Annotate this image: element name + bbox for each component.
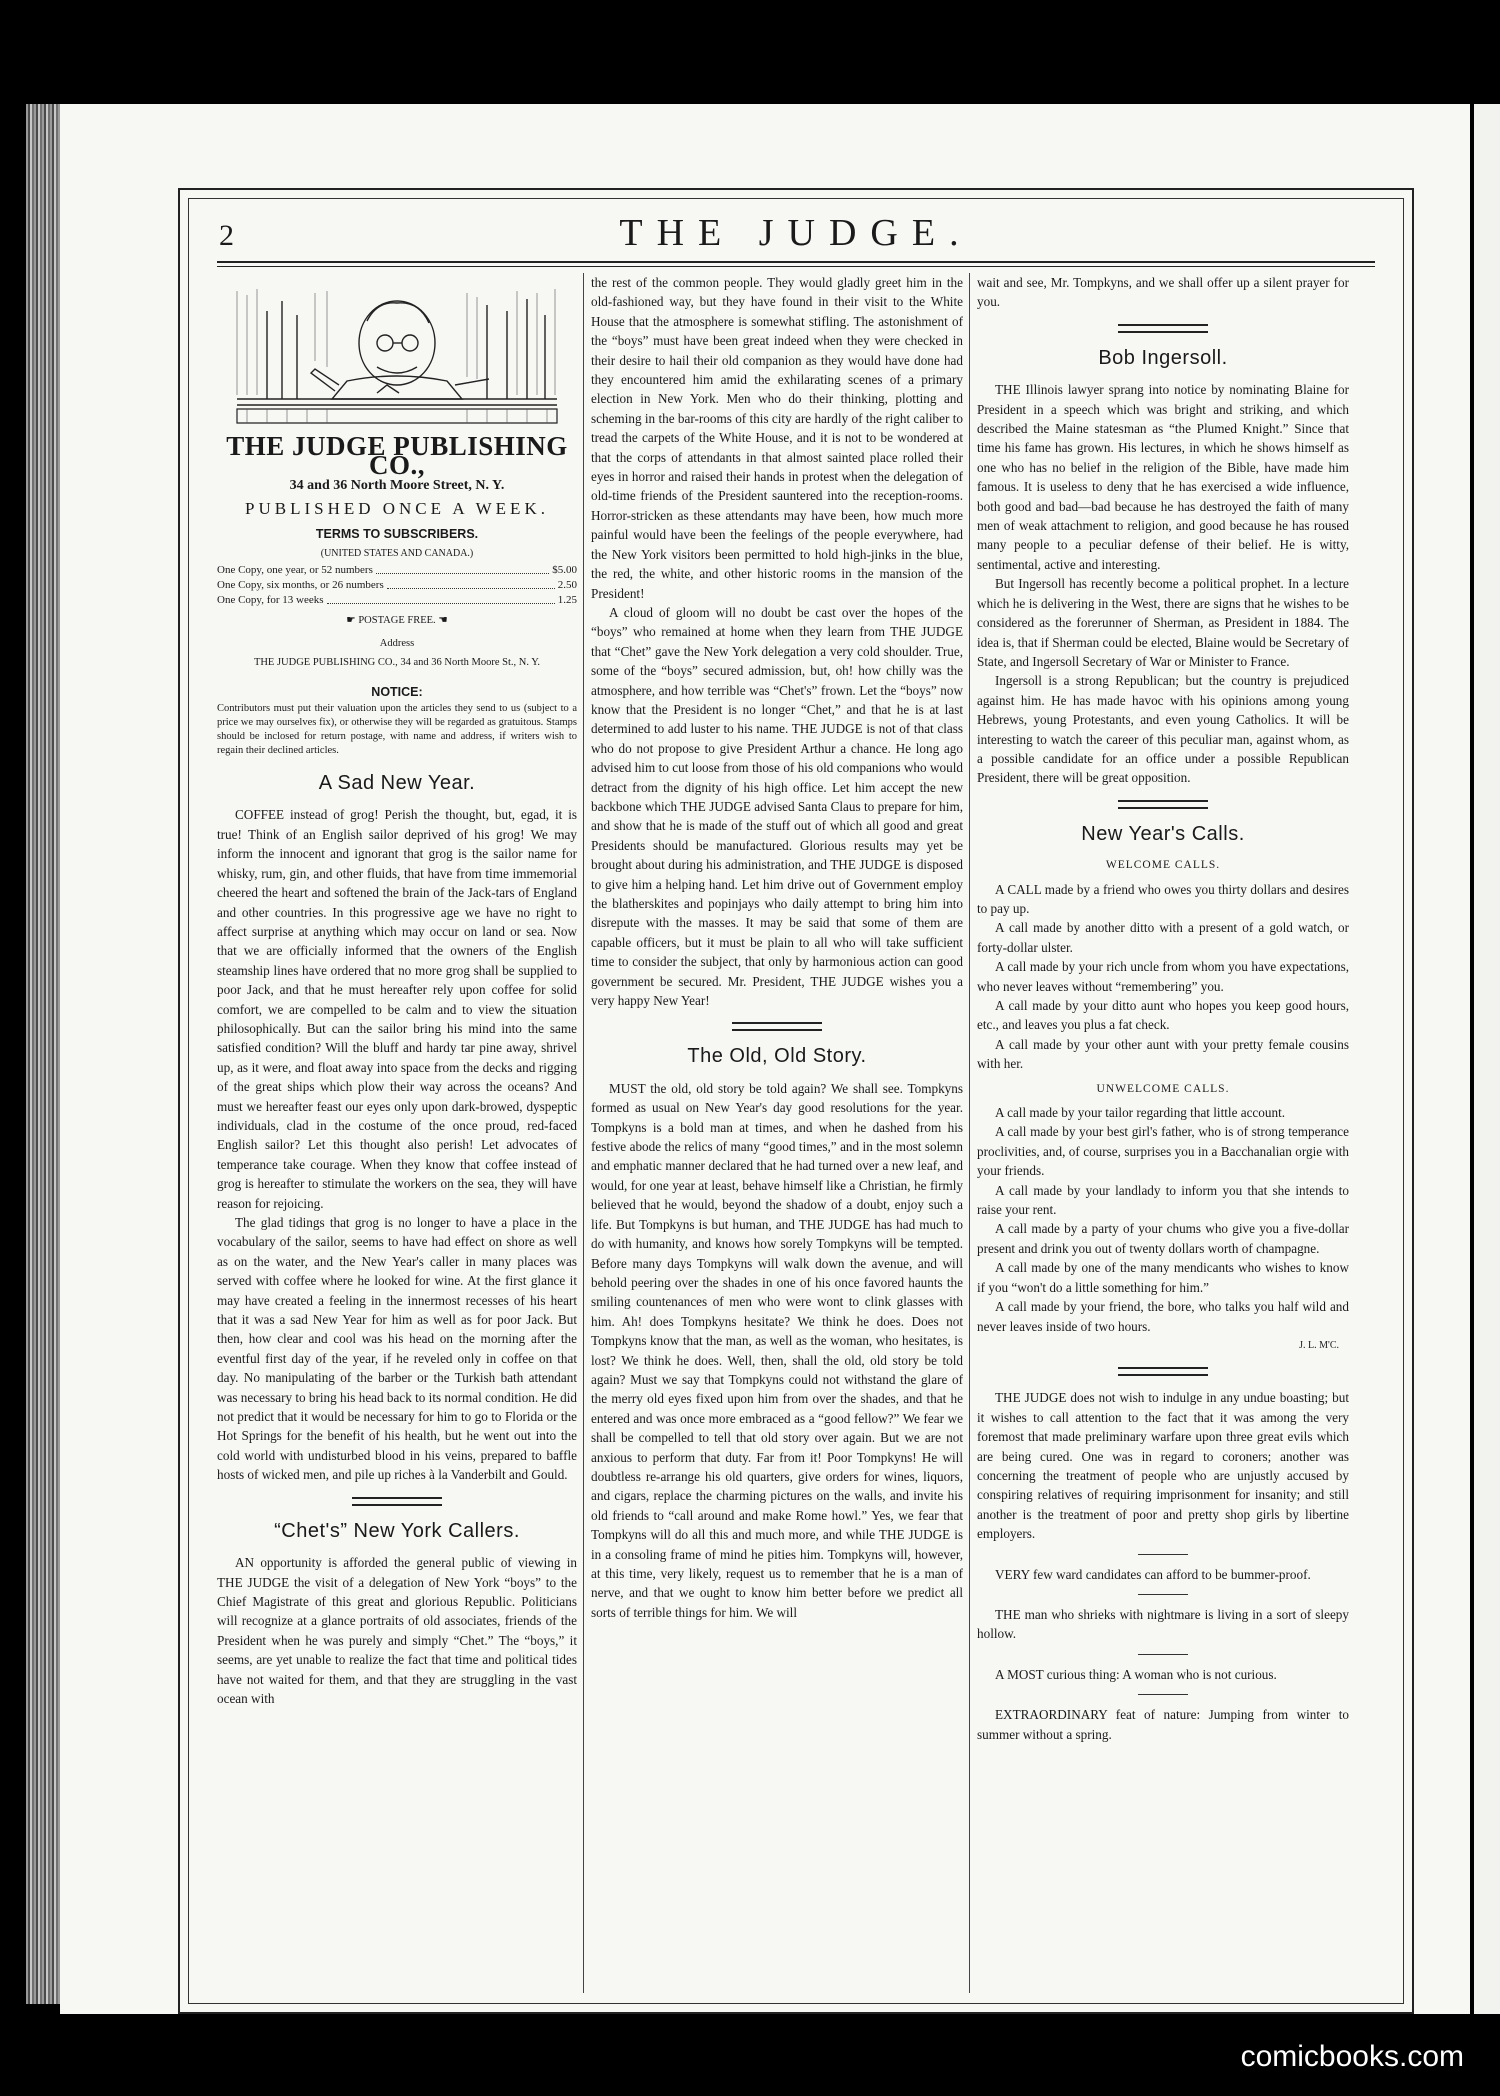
judge-illustration [227, 281, 567, 431]
postage-note: ☛ POSTAGE FREE. ☚ [346, 615, 448, 627]
publication-frequency: PUBLISHED ONCE A WEEK. [245, 499, 549, 519]
rate-row [217, 563, 577, 578]
author-signature: J. L. M'C. [1299, 1339, 1339, 1351]
list-item: A call made by another ditto with a present of a gold watch, or forty-dollar ulster. [977, 920, 1349, 955]
short-separator [1138, 1594, 1188, 1595]
short-item: VERY few ward candidates can afford to be bummer-proof. [995, 1566, 1311, 1582]
column-middle [591, 273, 963, 1993]
address-line: THE JUDGE PUBLISHING CO., 34 and 36 North Moore St., N. Y. [253, 657, 541, 669]
masthead-rule [217, 261, 1375, 267]
terms-heading: TERMS TO SUBSCRIBERS. [315, 526, 479, 541]
page-frame-inner [188, 198, 1404, 2004]
newspaper-page [60, 104, 1470, 2014]
short-item: A MOST curious thing: A woman who is not curious. [995, 1666, 1277, 1682]
article-paragraph: Ingersoll is a strong Republican; but the country is prejudiced against him. He has made havoc with his opinions among young Hebrews, young Protestants, and even young Catholics. It will be interesting to watch the career of this peculiar man, against whom, as a possible candidate for an office under a possible Republican President, there will be great opposition. [977, 673, 1349, 786]
section-separator [352, 1497, 442, 1506]
rate-row [217, 578, 577, 593]
address-label: Address [379, 637, 415, 649]
article-title-chets-callers: “Chet's” New York Callers. [274, 1519, 520, 1542]
unwelcome-calls-heading: UNWELCOME CALLS. [1096, 1082, 1230, 1095]
list-item: A call made by your other aunt with your pretty female cousins with her. [977, 1036, 1349, 1072]
article-title-calls: New Year's Calls. [1081, 822, 1245, 845]
publisher-name: THE JUDGE PUBLISHING CO., [226, 431, 568, 481]
article-title-sad-new-year: A Sad New Year. [318, 772, 476, 795]
rate-label: One Copy, for 13 weeks [217, 594, 324, 607]
short-item: THE man who shrieks with nightmare is living in a sort of sleepy hollow. [977, 1606, 1349, 1642]
article-title-old-story: The Old, Old Story. [687, 1045, 867, 1068]
masthead-title: THE JUDGE. [619, 212, 973, 254]
article-paragraph: MUST the old, old story be told again? We shall see. Tompkyns formed as usual on New Year's day good resolutions for the year. Tompkyns is a bold man at times, and when he dashed from his festive abode the relics of many “good times,” and in the most solemn and emphatic manner declared that he had turned over a new leaf, and would, for one year at least, behave himself like a Christian, he firmly believed that he would, beyond the shadow of a doubt, enjoy such a life. But Tompkyns is but human, and THE JUDGE has had much to do with humanity, and knows how sorely Tompkyns will be tempted. Before many days Tompkyns will walk down the avenue, and will behold peering over the shades in one of his once favored haunts the smiling countenances of men who were wont to clink glasses with him. Ah! does Tompkyns hesitate? We think he does. Does not Tompkyns know that the man, as well as the woman, who hesitates, is lost? We think he does. Well, then, shall the old, old story be told again? Must we say that Tompkyns could not withstand the glare of the merry old eyes fixed upon him from over the shades, and that he entered and was once more embraced as a “good fellow?” We fear we shall be compelled to tell that old story over again. But we are not anxious to perform that duty. Far from it! Poor Tompkyns! He will doubtless re-arrange his old quarters, give orders for wines, liquors, and cigars, replace the charming pictures on the walls, and invite his old friends to “call around and make Rome howl.” Yes, we fear that Tompkyns will do all this and much more, and while THE JUDGE is in a consoling frame of mind he pities him. Tompkyns will, however, at this time, very likely, request us to remember that he is a man of nerve, and that we ought to know him better before we predict all sorts of terrible things for him. We will [591, 1080, 963, 1620]
rate-row [217, 593, 577, 608]
short-item: EXTRAORDINARY feat of nature: Jumping from winter to summer without a spring. [977, 1707, 1349, 1742]
short-separator [1138, 1554, 1188, 1555]
list-item: A call made by your tailor regarding that little account. [995, 1105, 1286, 1121]
short-separator [1138, 1694, 1188, 1695]
article-paragraph: wait and see, Mr. Tompkyns, and we shall offer up a silent prayer for you. [977, 275, 1349, 310]
column-left [217, 273, 577, 1993]
notice-text: Contributors must put their valuation upon the articles they send to us (subject to a price we may ourselves fix), or otherwise they will be regarded as gratuitous. Stamps should be inclosed for return postage, with name and address, if writers wish to regain their declined articles. [217, 703, 577, 757]
section-separator [1118, 1367, 1208, 1376]
article-paragraph: The glad tidings that grog is no longer to have a place in the vocabulary of the sailor, seems to have had effect on shore as well as on the water, and the New Year's caller in many places was served with coffee where he looked for wine. At the first glance it may have created a feeling in the innermost recesses of his heart that it was a sad New Year for him as well as for poor Jack. But then, how clear and cool was his head on the morning after the eventful first day of the year, if he reveled only in coffee on that day. No manipulating of the barber or the Turkish bath attendant was necessary to bring his head back to its normal condition. He did not predict that it would be necessary for him to go to Florida or the Hot Springs for the benefit of his health, but he went out into the cold world with undisturbed blood in his veins, prepared to baffle hosts of wicked men, and pile up riches à la Vanderbilt and Gould. [217, 1215, 577, 1483]
rate-label: One Copy, six months, or 26 numbers [217, 579, 384, 592]
rate-amount: 2.50 [557, 579, 577, 592]
rate-amount: 1.25 [557, 594, 577, 607]
article-paragraph: THE JUDGE does not wish to indulge in any undue boasting; but it wishes to call attention to the fact that it was among the very foremost that made preliminary warfare upon three great evils which are being cured. One was in regard to coroners; another was concerning the treatment of people who are unjustly accused by conspiring relatives of requiring imprisonment for insanity; and still another is the treatment of poor and pretty shop girls by libertine employers. [977, 1390, 1349, 1542]
notice-heading: NOTICE: [371, 684, 423, 699]
list-item: A call made by a party of your chums who give you a five-dollar present and drink you out of twenty dollars worth of champagne. [977, 1221, 1349, 1256]
rate-label: One Copy, one year, or 52 numbers [217, 564, 373, 577]
article-paragraph: But Ingersoll has recently become a political prophet. In a lecture which he is delivering in the West, there are signs that he wishes to be considered as the forerunner of Sherman, as President in 1884. The idea is, that if Sherman could be elected, Blaine would be Secretary of State, and Ingersoll Secretary of War or Minister to France. [977, 576, 1349, 669]
article-paragraph: THE Illinois lawyer sprang into notice by nominating Blaine for President in a speech which was bright and striking, and which described the Maine statesman as “the Plumed Knight.” Since that time his fame has grown. His lectures, in which he shows himself as one who has no belief in the religion of the Bible, have made him famous. It is useless to deny that he has exercised a wide influence, both good and bad—bad because he has destroyed the faith of many men of weak attachment to religion, and good because he has roused many people to a peculiar defense of their belief. He is witty, sentimental, active and interesting. [977, 382, 1349, 572]
rate-amount: $5.00 [552, 564, 577, 577]
list-item: A call made by your ditto aunt who hopes you keep good hours, etc., and leaves you plus a fat check. [977, 998, 1349, 1033]
list-item: A call made by your friend, the bore, who talks you half wild and never leaves inside of two hours. [977, 1299, 1349, 1334]
list-item: A CALL made by a friend who owes you thirty dollars and desires to pay up. [977, 881, 1349, 916]
list-item: A call made by one of the many mendicants who wishes to know if you “won't do a little something for him.” [977, 1260, 1349, 1295]
facing-page-edge [1474, 104, 1500, 2014]
list-item: A call made by your rich uncle from whom you have expectations, who never leaves without “remembering” you. [977, 959, 1349, 994]
short-separator [1138, 1654, 1188, 1655]
article-paragraph: A cloud of gloom will no doubt be cast over the hopes of the “boys” who remained at home when they learn from THE JUDGE that “Chet” gave the New York delegation a very cold shoulder. True, some of the “boys” secured admission, but, oh! how chilly was the atmosphere, and how terrible was “Chet's” frown. Let the “boys” now know that the President is no longer “Chet,” and that he is at last determined to add luster to his name. THE JUDGE is not of that class who do not propose to give President Arthur a chance. He long ago advised him to cut loose from those of his old companions who would detract from the dignity of his high office. Let him accept the new backbone which THE JUDGE advised Santa Claus to prepare for him, and show that he is made of the stuff out of which all good and great Presidents should be manufactured. Glorious results may yet be brought about during his administration, and THE JUDGE is disposed to give him a helping hand. Let him drive out of Government employ the blatherskites and popinjays who daily attempt to bring him into disrepute with the masses. It may be said that some of them are capable officers, but it must be plain to all who will take sufficient time to consider the subject, that only by harmonious action can good government be secured. Mr. President, THE JUDGE wishes you a very happy New Year! [591, 604, 963, 1009]
book-spine [26, 104, 60, 2004]
section-separator [1118, 800, 1208, 809]
column-rule [583, 273, 584, 1993]
article-title-ingersoll: Bob Ingersoll. [1098, 346, 1228, 369]
article-paragraph: COFFEE instead of grog! Perish the thought, but, egad, it is true! Think of an English sailor deprived of his grog! We may inform the innocent and ignorant that grog is the sailor name for whisky, rum, gin, and other fluids, that have from time immemorial cheered the heart and softened the brain of the Jack-tars of England and other countries. In this progressive age we have no right to affect surprise at anything which may occur on land or sea. Now that we are officially informed that the owners of the English steamship lines have ordered that no more grog shall be supplied to poor Jack, and that he must hereafter rely upon coffee for solid comfort, we are compelled to be calm and to view the situation philosophically. But can the sailor bring his mind into the same satisfied condition? Will the bluff and hardy tar pine away, shrivel up, as it were, and float away into space from the decks and rigging of the great ships which plow their way across the oceans? And must we hereafter feast our eyes only upon dark-browed, dyspeptic individuals, clad in the costume of the once proud, red-faced English sailor? Let this thought also perish! Let advocates of temperance take courage. When they know that coffee instead of grog is hereafter to stimulate the workers on the sea, they will have reason for rejoicing. [217, 807, 577, 1211]
list-item: A call made by your best girl's father, who is of strong temperance proclivities, and, of course, surprises you in a Bacchanalian orgie with your friends. [977, 1124, 1349, 1179]
section-separator [1118, 324, 1208, 333]
site-watermark: comicbooks.com [1240, 2040, 1464, 2073]
page-number: 2 [219, 219, 234, 252]
publisher-address: 34 and 36 North Moore Street, N. Y. [289, 477, 505, 493]
terms-subheading: (UNITED STATES AND CANADA.) [320, 548, 474, 560]
article-paragraph: the rest of the common people. They would gladly greet him in the old-fashioned way, but they have found in their visit to the White House that the atmosphere is somewhat stifling. The astonishment of the “boys” must have been great indeed when they were checked in their desire to hail their old companion as they would have done had they encountered him amid the exhilarating scenes of a primary election in New York. Men who do their thinking, plotting and scheming in the bar-rooms of this city are hardly of the right caliber to tread the carpets of the White House, and it is not to be wondered at that the corps of attendants in that almost sainted place rolled their eyes in horror and raised their hands in protest when the delegation of old-time friends of the President sauntered into the reception-rooms. Horror-stricken as these attendants may have been, how much more painful would have been the feelings of the people everywhere, had the New York visitors been permitted to hold high-jinks in the blue, the red, the white, and other historic rooms in the mansion of the President! [591, 275, 963, 601]
list-item: A call made by your landlady to inform you that she intends to raise your rent. [977, 1182, 1349, 1218]
column-right [977, 273, 1349, 1993]
article-paragraph: AN opportunity is afforded the general public of viewing in THE JUDGE the visit of a delegation of New York “boys” to the Chief Magistrate of this great and glorious Republic. Politicians will recognize at a glance portraits of old associates, friends of the President when he was purely and simply “Chet.” The “boys,” it seems, are yet unable to realize the fact that time and political tides have not waited for them, and that they are struggling in the vast ocean with [217, 1555, 577, 1706]
welcome-calls-heading: WELCOME CALLS. [1105, 859, 1221, 872]
page-frame [178, 188, 1414, 2014]
section-separator [732, 1022, 822, 1031]
column-rule [969, 273, 970, 1993]
